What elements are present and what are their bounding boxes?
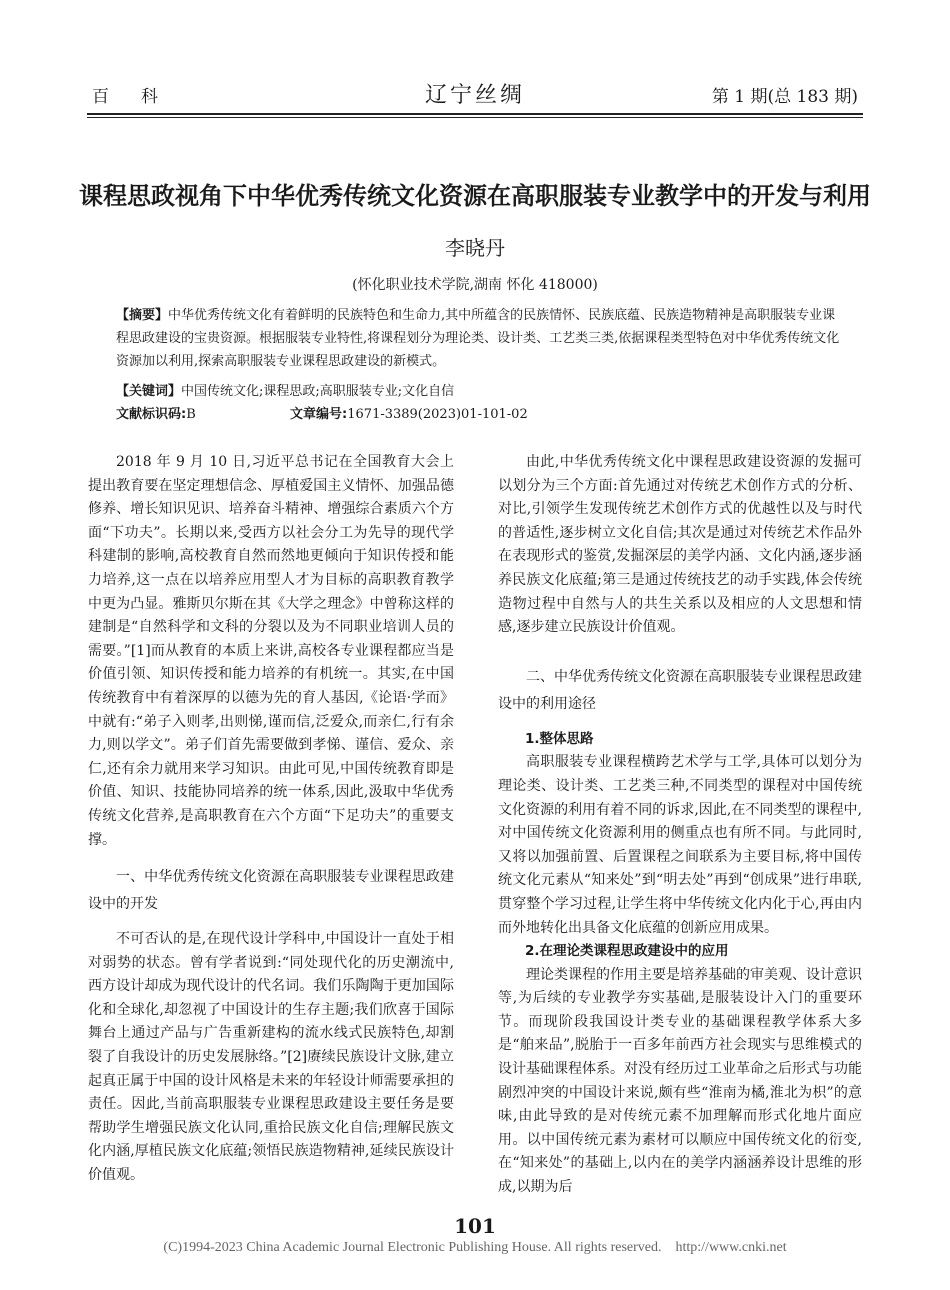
- keywords-text: 中国传统文化;课程思政;高职服装专业;文化自信: [181, 384, 455, 399]
- copyright-footer: [0, 1240, 950, 1256]
- header-rule-thick: [87, 113, 863, 115]
- section-heading: 二、中华优秀传统文化资源在高职服装专业课程思政建设中的利用途径: [498, 668, 862, 712]
- header-section: 百科: [92, 87, 190, 107]
- journal-name: 辽宁丝绸: [424, 83, 525, 108]
- article-number-value: 1671-3389(2023)01-101-02: [347, 407, 528, 422]
- keywords: [116, 380, 848, 403]
- author-affiliation: (怀化职业技术学院,湖南 怀化 418000): [352, 277, 598, 293]
- author-name: 李晓丹: [445, 236, 505, 260]
- paragraph: 理论类课程的作用主要是培养基础的审美观、设计意识等,为后续的专业教学夯实基础,是服装设计入门的重要环节。而现阶段我国设计类专业的基础课程教学体系大多是“舶来品”,脱胎于一百多年前西方社会现实与思维模式的设计基础课程体系。对没有经历过工业革命之后形式与功能剧烈冲突的中国设计来说,颇有些“淮南为橘,淮北为枳”的意味,由此导致的是对传统元素不加理解而形式化地片面应用。以中国传统元素为素材可以顺应中国传统文化的衍变,在“知来处”的基础上,以内在的美学内涵涵养设计思维的形成,以期为后: [498, 966, 862, 1196]
- paragraph: 不可否认的是,在现代设计学科中,中国设计一直处于相对弱势的状态。曾有学者说到:“同处现代化的历史潮流中,西方设计却成为现代设计的代名词。我们乐陶陶于更加国际化和全球化,却忽视了中国设计的生存主题;我们欣喜于国际舞台上通过产品与广告重新建构的流水线式民族特色,却割裂了自我设计的历史发展脉络。”[2]赓续民族设计文脉,建立起真正属于中国的设计风格是未来的年轻设计师需要承担的责任。因此,当前高职服装专业课程思政建设主要任务是要帮助学生增强民族文化认同,重拾民族文化自信;理解民族文化内涵,厚植民族文化底蕴;领悟民族造物精神,延续民族设计价值观。: [88, 931, 454, 1184]
- page-number: 101: [454, 1214, 496, 1238]
- left-column: [88, 451, 454, 1188]
- footer-url: http://www.cnki.net: [675, 1240, 787, 1255]
- paragraph: 2018 年 9 月 10 日,习近平总书记在全国教育大会上提出教育要在坚定理想信念、厚植爱国主义情怀、加强品德修养、增长知识见识、培养奋斗精神、增强综合素质六个方面“下功夫”。长期以来,受西方以社会分工为先导的现代学科建制的影响,高校教育自然而然地更倾向于知识传授和能力培养,这一点在以培养应用型人才为目标的高职教育教学中更为凸显。雅斯贝尔斯在其《大学之理念》中曾称这样的建制是“自然科学和文科的分裂以及为不同职业培训人员的需要。”[1]而从教育的本质上来讲,高校各专业课程都应当是价值引领、知识传授和能力培养的有机统一。其实,在中国传统教育中有着深厚的以德为先的育人基因,《论语·学而》中就有:“弟子入则孝,出则悌,谨而信,泛爱众,而亲仁,行有余力,则以学文”。弟子们首先需要做到孝悌、谨信、爱众、亲仁,还有余力就用来学习知识。由此可见,中国传统教育即是价值、知识、技能协同培养的统一体系,因此,汲取中华优秀传统文化营养,是高职教育在六个方面“下足功夫”的重要支撑。: [88, 454, 454, 848]
- section-heading: 一、中华优秀传统文化资源在高职服装专业课程思政建设中的开发: [88, 869, 454, 913]
- doc-code-value: B: [186, 407, 196, 422]
- article-codes: [116, 403, 848, 426]
- article-number-label: 文章编号:: [290, 407, 348, 422]
- abstract-label: 【摘要】: [116, 308, 169, 323]
- abstract-text: 中华优秀传统文化有着鲜明的民族特色和生命力,其中所蕴含的民族情怀、民族底蕴、民族造物精神是高职服装专业课程思政建设的宝贵资源。根据服装专业特性,将课程划分为理论类、设计类、工艺类三类,依据课程类型特色对中华优秀传统文化资源加以利用,探索高职服装专业课程思政建设的新模式。: [116, 308, 840, 369]
- paragraph: 高职服装专业课程横跨艺术学与工学,具体可以划分为理论类、设计类、工艺类三种,不同类型的课程对中国传统文化资源的利用有着不同的诉求,因此,在不同类型的课程中,对中国传统文化资源利用的侧重点也有所不同。与此同时,又将以加强前置、后置课程之间联系为主要目标,将中国传统文化元素从“知来处”到“明去处”再到“创成果”进行串联,贯穿整个学习过程,让学生将中华传统文化内化于心,再由内而外地转化出具备文化底蕴的创新应用成果。: [498, 754, 862, 936]
- subsection-heading: 1.整体思路: [525, 730, 594, 747]
- paragraph: 由此,中华优秀传统文化中课程思政建设资源的发掘可以划分为三个方面:首先通过对传统艺术创作方式的分析、对比,引领学生发现传统艺术创作方式的优越性以及与时代的普适性,逐步树立文化自信;其次是通过对传统艺术作品外在表现形式的鉴赏,发掘深层的美学内涵、文化内涵,逐步涵养民族文化底蕴;第三是通过传统技艺的动手实践,体会传统造物过程中自然与人的共生关系以及相应的人文思想和情感,逐步建立民族设计价值观。: [498, 454, 862, 636]
- issue-number: 第 1 期(总 183 期): [711, 87, 858, 107]
- article-title: 课程思政视角下中华优秀传统文化资源在高职服装专业教学中的开发与利用: [79, 181, 871, 210]
- header-rule-thin: [87, 117, 863, 118]
- doc-code-label: 文献标识码:: [116, 407, 187, 422]
- copyright-text: (C)1994-2023 China Academic Journal Electronic Publishing House. All rights reserved.: [163, 1240, 662, 1255]
- right-column: [498, 451, 862, 1200]
- abstract: [116, 304, 848, 373]
- keywords-label: 【关键词】: [116, 384, 182, 399]
- subsection-heading: 2.在理论类课程思政建设中的应用: [525, 943, 729, 960]
